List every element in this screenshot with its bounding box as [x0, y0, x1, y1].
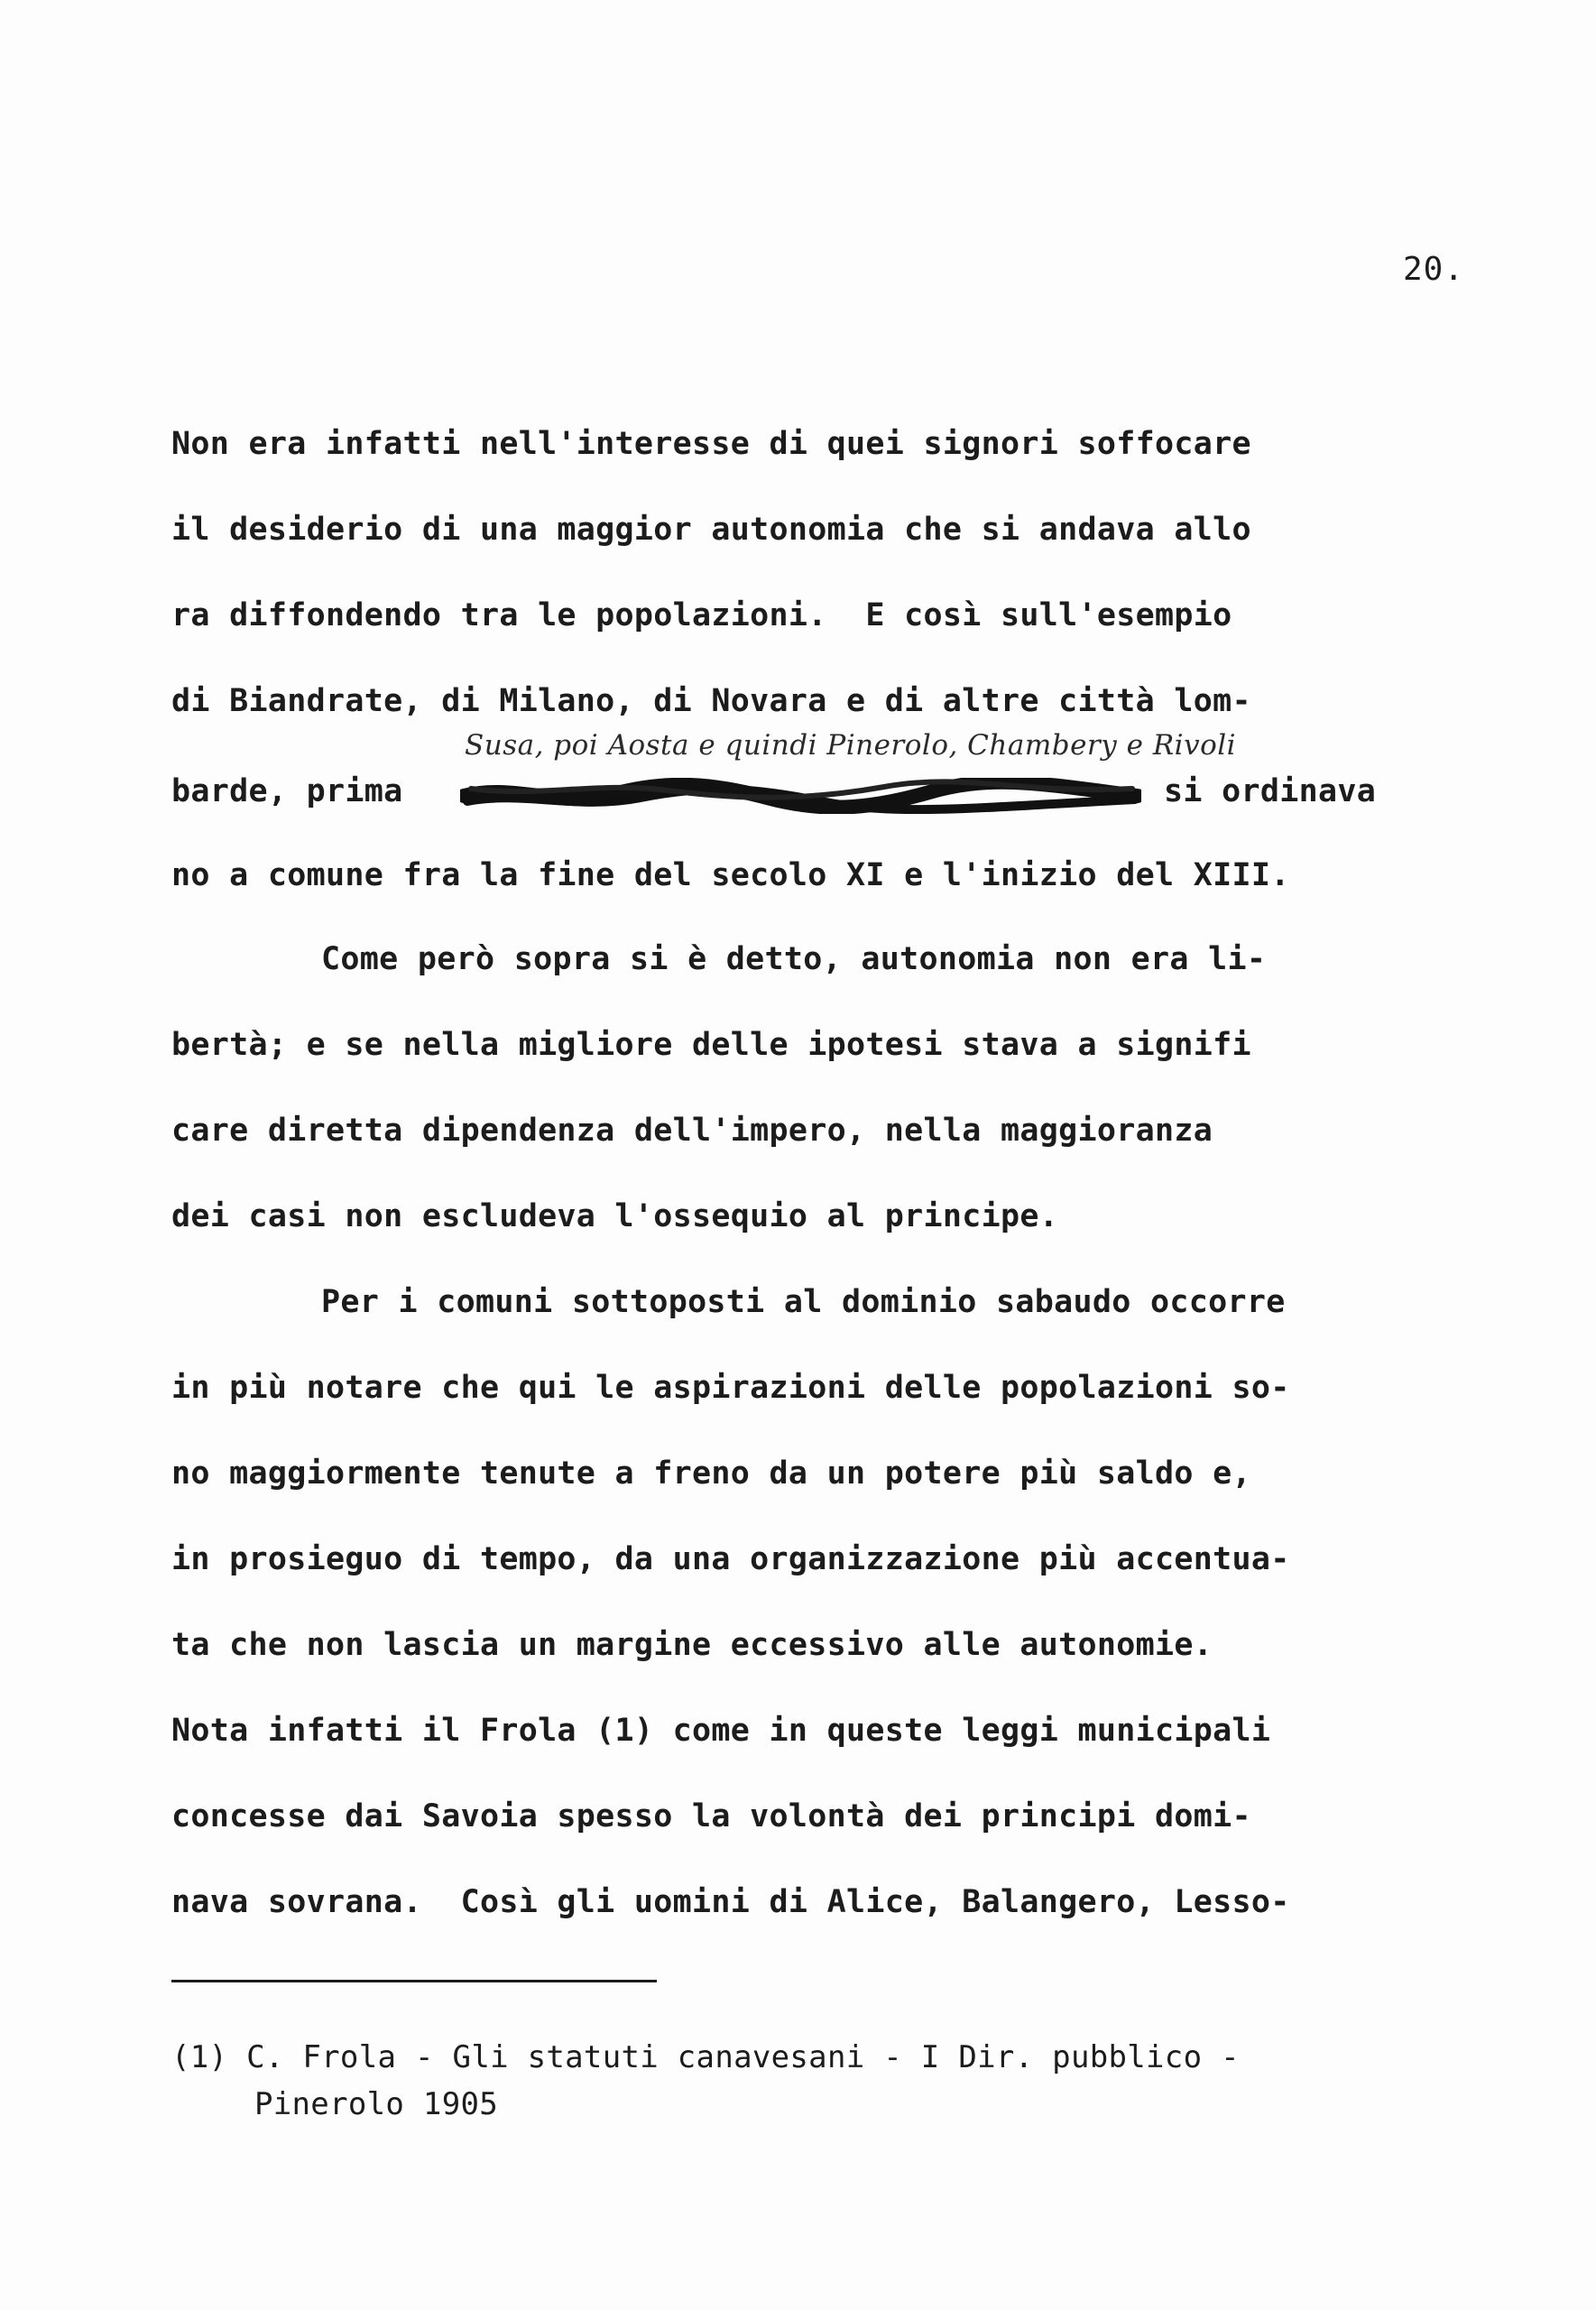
body-line: in prosieguo di tempo, da una organizzazione più accentua-	[171, 1541, 1290, 1577]
body-line: care diretta dipendenza dell'impero, nella maggioranza	[171, 1113, 1213, 1149]
body-line: Non era infatti nell'interesse di quei signori soffocare	[171, 426, 1251, 462]
footnote-line: (1) C. Frola - Gli statuti canavesani - I Dir. pubblico -	[171, 2039, 1240, 2075]
body-line: di Biandrate, di Milano, di Novara e di altre città lom-	[171, 683, 1251, 719]
body-line: nava sovrana. Così gli uomini di Alice, Balangero, Lesso-	[171, 1884, 1290, 1920]
body-line: barde, prima	[171, 773, 403, 809]
handwritten-insertion: Susa, poi Aosta e quindi Pinerolo, Chambery e Rivoli	[465, 729, 1237, 762]
body-line: Per i comuni sottoposti al dominio sabaudo occorre	[321, 1284, 1286, 1320]
footnote-line: Pinerolo 1905	[254, 2086, 499, 2122]
body-line: Come però sopra si è detto, autonomia non era li-	[321, 941, 1267, 977]
body-line: si ordinava	[1164, 773, 1377, 809]
body-line: ra diffondendo tra le popolazioni. E così sull'esempio	[171, 597, 1232, 633]
body-line: no maggiormente tenute a freno da un potere più saldo e,	[171, 1455, 1251, 1492]
body-line: il desiderio di una maggior autonomia che si andava allo	[171, 512, 1251, 548]
body-line: bertà; e se nella migliore delle ipotesi stava a signifi	[171, 1027, 1251, 1063]
struck-out-text	[460, 778, 1141, 814]
footnote-divider	[171, 1980, 657, 1982]
body-line: ta che non lascia un margine eccessivo alle autonomie.	[171, 1627, 1213, 1663]
body-line: concesse dai Savoia spesso la volontà dei principi domi-	[171, 1798, 1251, 1834]
body-line: no a comune fra la fine del secolo XI e l'inizio del XIII.	[171, 857, 1290, 893]
body-line: Nota infatti il Frola (1) come in queste leggi municipali	[171, 1713, 1271, 1749]
page-number: 20.	[1403, 251, 1465, 288]
body-line: dei casi non escludeva l'ossequio al principe.	[171, 1198, 1059, 1234]
body-line: in più notare che qui le aspirazioni delle popolazioni so-	[171, 1370, 1290, 1406]
